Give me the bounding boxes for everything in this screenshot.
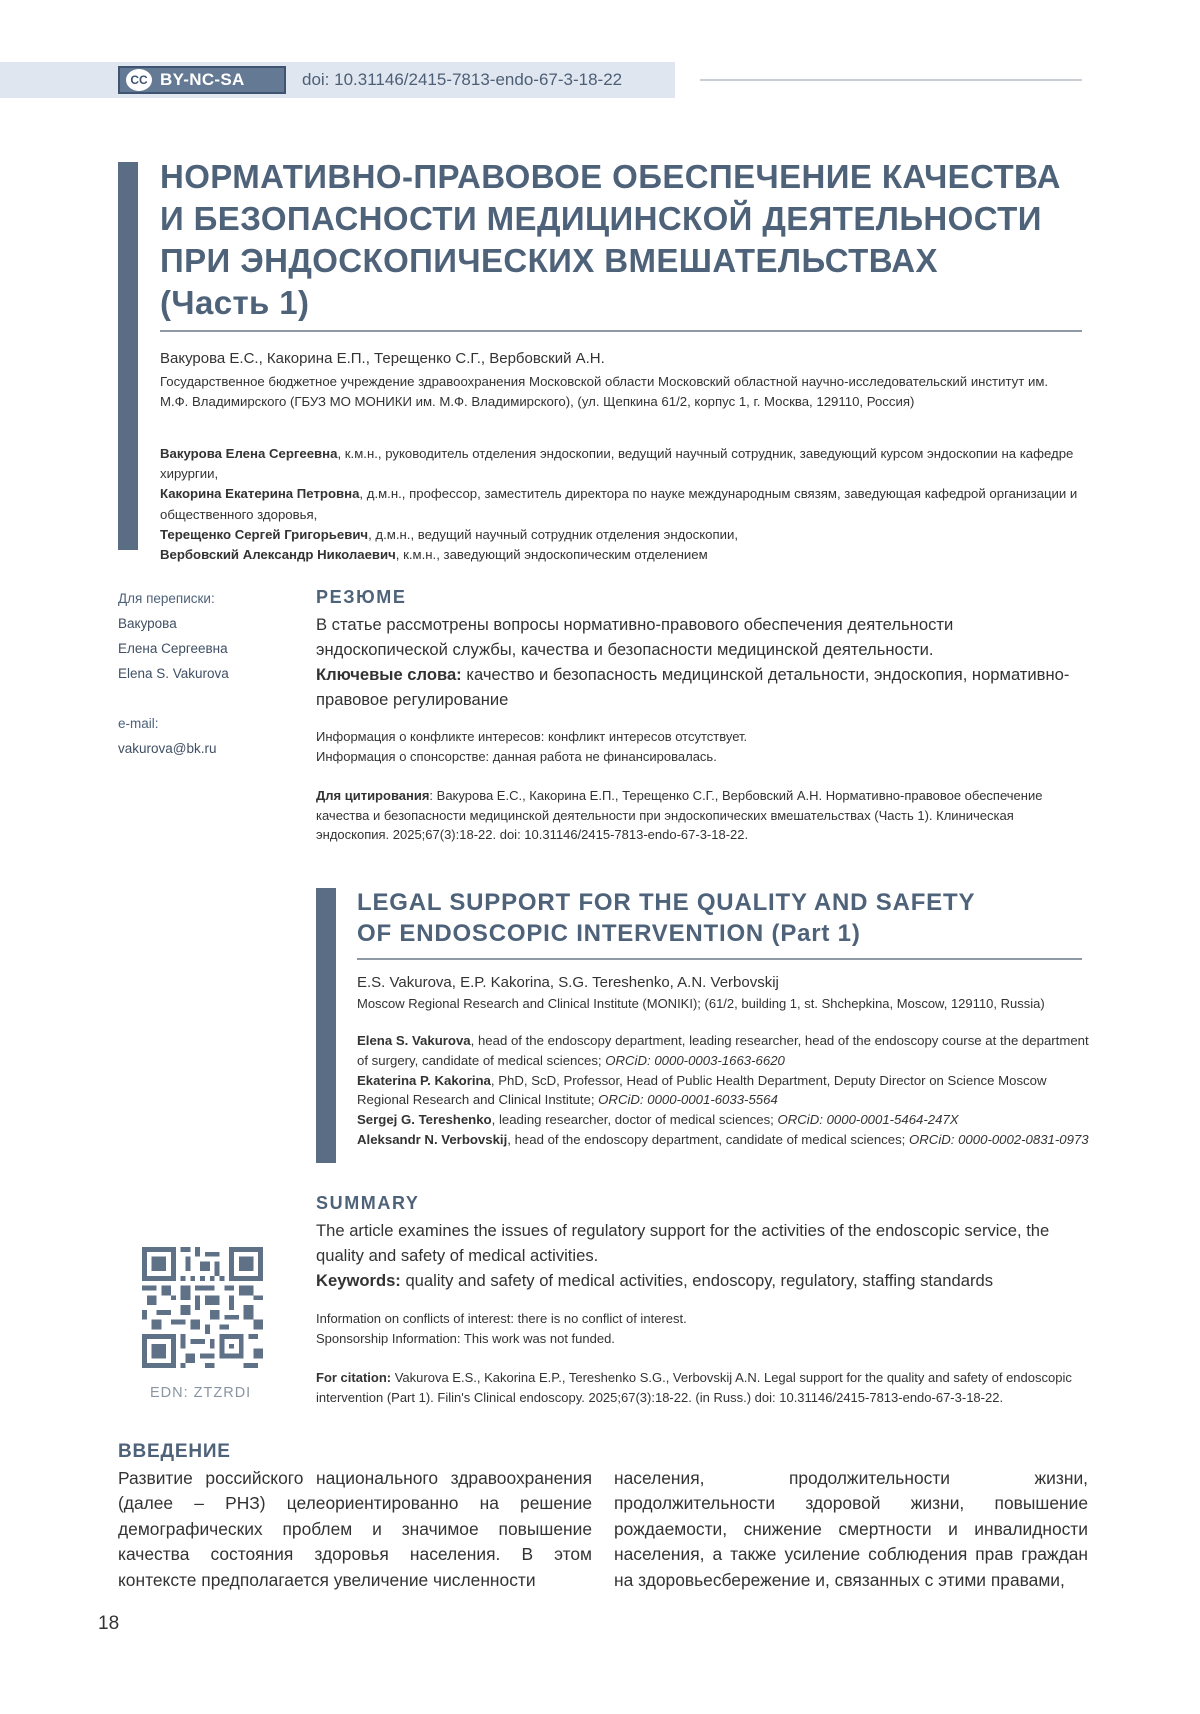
ru-bio-text: , д.м.н., ведущий научный сотрудник отделения эндоскопии, [368, 526, 739, 542]
ru-bio-text: , к.м.н., руководитель отделения эндоскопии, ведущий научный сотрудник, заведующий курсом эндоскопии на кафедре хирургии, [160, 446, 1074, 482]
en-keywords-label: Keywords: [316, 1271, 401, 1290]
correspondence-name: Вакурова [118, 616, 177, 631]
en-conflict: Information on conflicts of interest: there is no conflict of interest. [316, 1311, 687, 1326]
ru-accent-bar [118, 162, 138, 550]
ru-bio-name: Какорина Екатерина Петровна [160, 486, 360, 502]
ru-bio [160, 484, 1090, 524]
ru-author-bios [160, 444, 1090, 565]
intro-heading: ВВЕДЕНИЕ [118, 1441, 231, 1462]
ru-citation [316, 786, 1086, 845]
en-bio-text: , head of the endoscopy department, leading researcher, head of the endoscopy course at the department of surgery, candidate of medical sciences; [357, 1033, 1089, 1068]
license-label: BY-NC-SA [160, 70, 245, 89]
ru-bio-text: , к.м.н., заведующий эндоскопическим отделением [395, 547, 708, 563]
page-number: 18 [98, 1613, 120, 1634]
ru-keywords [316, 662, 1086, 712]
header-divider [700, 79, 1082, 81]
resume-text [316, 612, 1086, 712]
en-bio [357, 1071, 1092, 1111]
correspondence-label: Для переписки: [118, 591, 215, 606]
orcid-link[interactable]: ORCiD: 0000-0002-0831-0973 [909, 1131, 1089, 1147]
en-article-title [357, 887, 1097, 949]
ru-title-line: И БЕЗОПАСНОСТИ МЕДИЦИНСКОЙ ДЕЯТЕЛЬНОСТИ [160, 200, 1042, 237]
en-bio-name: Ekaterina P. Kakorina [357, 1072, 491, 1088]
orcid-link[interactable]: ORCiD: 0000-0001-6033-5564 [598, 1092, 778, 1108]
license-badge[interactable] [118, 66, 286, 94]
intro-column-left: Развитие российского национального здравоохранения (далее – РНЗ) целеориентированно на решение демографических проблем и значимое повышение качества состояния здоровья населения. В этом контексте предполагается увеличение численности [118, 1468, 592, 1590]
orcid-link[interactable]: ORCiD: 0000-0003-1663-6620 [605, 1052, 785, 1068]
ru-title-line: (Часть 1) [160, 284, 310, 321]
en-citation-label: For citation: [316, 1370, 392, 1385]
en-bio [357, 1110, 1092, 1130]
correspondence-name: Elena S. Vakurova [118, 666, 229, 681]
en-institution: Moscow Regional Research and Clinical Institute (MONIKI); (61/2, building 1, st. Shchepkina, Moscow, 129110, Russia) [357, 996, 1045, 1011]
en-title-divider [357, 958, 1082, 960]
en-keywords-text: quality and safety of medical activities, endoscopy, regulatory, staffing standards [400, 1271, 994, 1290]
en-citation-text: Vakurova E.S., Kakorina E.P., Tereshenko S.G., Verbovskij A.N. Legal support for the quality and safety of endoscopic intervention (Part 1). Filin's Clinical endoscopy. 2025;67(3):18-22. (in Russ.) doi: 10.31146/2415-7813-endo-67-3-18-22. [316, 1370, 1072, 1405]
email-label: e-mail: [118, 716, 159, 731]
ru-keywords-text: качество и безопасность медицинской детальности, эндоскопия, нормативно-правовое регулирование [316, 665, 1070, 709]
en-author-bios [357, 1031, 1092, 1150]
orcid-link[interactable]: ORCiD: 0000-0001-5464-247X [777, 1112, 959, 1128]
en-bio [357, 1130, 1092, 1150]
resume-heading: РЕЗЮМЕ [316, 587, 407, 607]
ru-institution: Государственное бюджетное учреждение здравоохранения Московской области Московский областной научно-исследовательский институт им. М.Ф. Владимирского (ГБУЗ МО МОНИКИ им. М.Ф. Владимирского), (ул. Щепкина 61/2, корпус 1, г. Москва, 129110, Россия) [160, 374, 1049, 409]
summary-heading: SUMMARY [316, 1193, 420, 1213]
qr-code-icon[interactable] [142, 1247, 263, 1368]
doi-link[interactable]: doi: 10.31146/2415-7813-endo-67-3-18-22 [302, 70, 623, 89]
resume-body: В статье рассмотрены вопросы нормативно-правового обеспечения деятельности эндоскопической службы, качества и безопасности медицинской деятельности. [316, 615, 954, 659]
en-bio-text: , PhD, ScD, Professor, Head of Public Health Department, Deputy Director on Science Moscow Regional Research and Clinical Institute; [357, 1072, 1047, 1108]
intro-column-right: населения, продолжительности жизни, продолжительности здоровой жизни, повышение рождаемости, снижение смертности и инвалидности населения, а также усиление соблюдения прав граждан на здоровьесбережение и, связанных с этими правами, [614, 1468, 1088, 1590]
en-disclosures [316, 1309, 1091, 1348]
en-title-line: LEGAL SUPPORT FOR THE QUALITY AND SAFETY [357, 889, 976, 916]
ru-citation-label: Для цитирования [316, 788, 430, 803]
en-bio-name: Elena S. Vakurova [357, 1033, 471, 1048]
ru-disclosures [316, 727, 1086, 766]
ru-keywords-label: Ключевые слова: [316, 665, 462, 684]
en-bio-text: , leading researcher, doctor of medical sciences; [491, 1112, 778, 1128]
en-bio [357, 1031, 1092, 1071]
email-link[interactable]: vakurova@bk.ru [118, 741, 217, 756]
creative-commons-icon: CC [126, 69, 152, 91]
ru-article-title [160, 156, 1090, 324]
en-bio-text: , head of the endoscopy department, candidate of medical sciences; [507, 1131, 910, 1147]
ru-conflict: Информация о конфликте интересов: конфликт интересов отсутствует. [316, 729, 748, 744]
summary-text [316, 1218, 1091, 1293]
ru-bio [160, 545, 1090, 565]
ru-bio [160, 444, 1090, 484]
ru-authors: Вакурова Е.С., Какорина Е.П., Терещенко С.Г., Вербовский А.Н. [160, 350, 605, 367]
ru-bio-name: Вакурова Елена Сергеевна [160, 446, 338, 461]
en-citation [316, 1368, 1096, 1407]
en-accent-bar [316, 888, 336, 1163]
edn-code: EDN: ZTZRDI [150, 1385, 252, 1401]
en-keywords [316, 1268, 1091, 1293]
ru-bio-name: Терещенко Сергей Григорьевич [160, 526, 369, 542]
en-authors: E.S. Vakurova, E.P. Kakorina, S.G. Tereshenko, A.N. Verbovskij [357, 974, 779, 991]
en-title-line: OF ENDOSCOPIC INTERVENTION (Part 1) [357, 920, 861, 947]
correspondence-name: Елена Сергеевна [118, 641, 228, 656]
en-bio-name: Sergej G. Tereshenko [357, 1112, 492, 1128]
ru-bio [160, 525, 1090, 545]
summary-body: The article examines the issues of regulatory support for the activities of the endoscopic service, the quality and safety of medical activities. [316, 1221, 1050, 1265]
en-bio-name: Aleksandr N. Verbovskij [357, 1131, 508, 1147]
ru-title-line: ПРИ ЭНДОСКОПИЧЕСКИХ ВМЕШАТЕЛЬСТВАХ [160, 242, 938, 279]
ru-title-line: НОРМАТИВНО-ПРАВОВОЕ ОБЕСПЕЧЕНИЕ КАЧЕСТВА [160, 158, 1061, 195]
ru-title-divider [160, 330, 1082, 332]
ru-citation-text: : Вакурова Е.С., Какорина Е.П., Терещенко С.Г., Вербовский А.Н. Нормативно-правовое обеспечение качества и безопасности медицинской деятельности при эндоскопических вмешательствах (Часть 1). Клиническая эндоскопия. 2025;67(3):18-22. doi: 10.31146/2415-7813-endo-67-3-18-22. [316, 788, 1043, 842]
en-sponsor: Sponsorship Information: This work was not funded. [316, 1330, 615, 1346]
ru-bio-name: Вербовский Александр Николаевич [160, 547, 396, 563]
ru-bio-text: , д.м.н., профессор, заместитель директора по науке международным связям, заведующая кафедрой организации и общественного здоровья, [160, 486, 1078, 522]
ru-sponsor: Информация о спонсорстве: данная работа не финансировалась. [316, 748, 717, 764]
